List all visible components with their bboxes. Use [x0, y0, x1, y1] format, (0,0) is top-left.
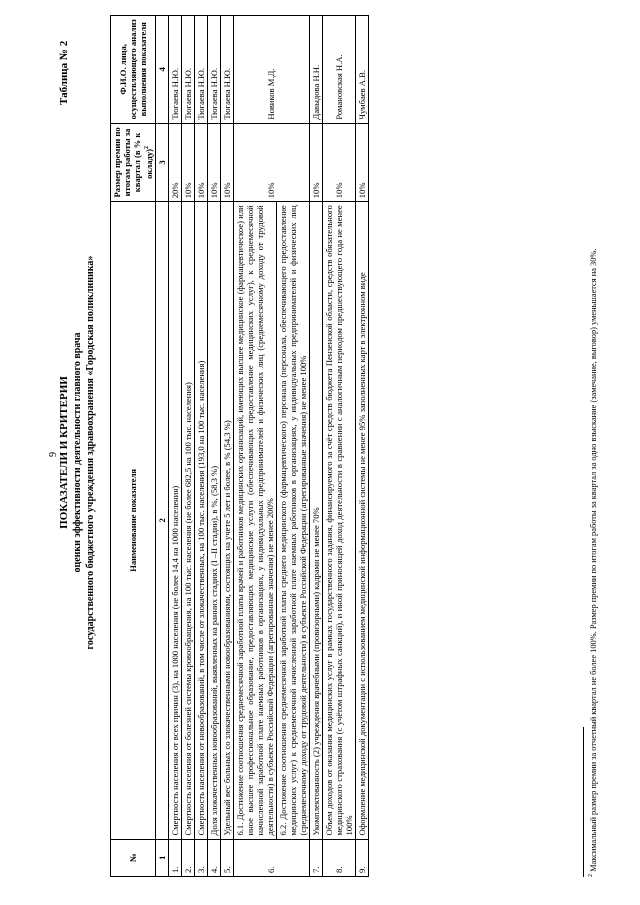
header-bonus-text: Размер премии по итогам работы за квартал (в % к окладу) — [112, 127, 154, 198]
criteria-table — [110, 15, 369, 877]
row-num: 8. — [322, 839, 355, 876]
row-bonus: 10% — [322, 123, 355, 202]
row-name: Объем доходов от оказания медицинских услуг в рамках государственного задания, финансируемого за счёт средств бюджета Пензенской области, средств обязательного медицинского страхования (с учётом штрафных санкций), и иной приносящей доход деятельности в сравнении с аналогичным периодом предшествующего года не менее 100% — [322, 202, 355, 839]
table-row — [309, 16, 322, 877]
table-row — [181, 16, 194, 877]
row-num: 5. — [220, 839, 233, 876]
row-num: 9. — [355, 839, 368, 876]
footnote-text: Максимальный размер премии за отчетный квартал не более 100%. Размер премии по итогам работы за квартал за одно взыскание (замечание, выговор) уменьшается на 30%. — [588, 248, 598, 872]
table-label: Таблица № 2 — [58, 40, 70, 105]
row-name-6-1: 6.1. Достижение соотношения среднемесячной заработной платы врачей и работников медицинских организаций, имеющих высшее медицинское (фармацевтическое) или иное высшее профессиональное образование, предоставляющих медицинские услуги (обеспечивающих предоставление медицинских услуг), к среднемесячной начисленной заработной плате наемных работников в организациях, у индивидуальных предпринимателей и физических лиц (среднемесячному доходу от трудовой деятельности) в субъекте Российской Федерации (агрегированные значения) не менее 200% — [233, 202, 276, 839]
index-cell: 3 — [155, 123, 168, 202]
row-person: Новиков М.Д. — [233, 16, 309, 124]
row-person: Тюгаева Н.Ю. — [181, 16, 194, 124]
row-name: Смертность населения от новообразований, в том числе от злокачественных, на 100 тыс. населения (193,0 на 100 тыс. населения) — [194, 202, 207, 839]
table-header-row — [111, 16, 156, 877]
footnote — [588, 249, 598, 877]
title-line-1: ПОКАЗАТЕЛИ И КРИТЕРИИ — [58, 376, 70, 529]
row-num: 3. — [194, 839, 207, 876]
footnote-mark: 2 — [588, 874, 594, 877]
row-person: Тюгаева Н.Ю. — [207, 16, 220, 124]
row-bonus: 10% — [309, 123, 322, 202]
index-cell: 4 — [155, 16, 168, 124]
row-bonus: 10% — [220, 123, 233, 202]
row-num: 1. — [168, 839, 181, 876]
title-line-2: оценки эффективности деятельности главного врача — [72, 332, 83, 573]
table-row — [207, 16, 220, 877]
row-name: Смертность населения от болезней системы кровообращения, на 100 тыс. населения (не более 682,5 на 100 тыс. населения) — [181, 202, 194, 839]
table-row — [322, 16, 355, 877]
table-row — [168, 16, 181, 877]
row-bonus: 10% — [194, 123, 207, 202]
row-bonus: 10% — [181, 123, 194, 202]
row-bonus: 10% — [233, 123, 309, 202]
title-line-3: государственного бюджетного учреждения здравоохранения «Городская поликлиника» — [85, 255, 96, 650]
table-row — [194, 16, 207, 877]
header-name: Наименование показателя — [111, 202, 156, 839]
document-title — [58, 80, 97, 825]
header-bonus-footnote-mark: 2 — [144, 146, 150, 149]
row-name: Оформление медицинской документации с использованием медицинской информационной системы не менее 95% заполненных карт в электронном виде — [355, 202, 368, 839]
table-row — [220, 16, 233, 877]
row-bonus: 20% — [168, 123, 181, 202]
header-person: Ф.И.О. лица, осуществляющего анализ выполнения показателя — [111, 16, 156, 124]
row-name: Укомплектованность (2) учреждения врачебными (провизорными) кадрами не менее 70% — [309, 202, 322, 839]
row-name-6-2: 6.2. Достижение соотношения среднемесячной заработной платы среднего медицинского (фармацевтического) персонала (персонала, обеспечивающего предоставление медицинских услуг) к среднемесячной начисленной заработной плате наемных работников в организациях, у индивидуальных предпринимателей и физических лиц (среднемесячному доходу от трудовой деятельности) в субъекте Российской Федерации (агрегированные значения) не менее 100% — [276, 202, 309, 839]
row-num: 6. — [233, 839, 309, 876]
row-name: Доля злокачественных новообразований, выявленных на ранних стадиях (I –II стадии), в %, (58,3 %) — [207, 202, 220, 839]
header-bonus — [111, 123, 156, 202]
row-name: Смертность населения от всех причин (3), на 1000 населения (не более 14,4 на 1000 населения) — [168, 202, 181, 839]
row-bonus: 10% — [207, 123, 220, 202]
index-cell: 2 — [155, 202, 168, 839]
header-num: № — [111, 839, 156, 876]
row-person: Давыдова Н.Н. — [309, 16, 322, 124]
row-bonus: 10% — [355, 123, 368, 202]
row-person: Тюгаева Н.Ю. — [194, 16, 207, 124]
row-num: 4. — [207, 839, 220, 876]
index-cell: 1 — [155, 839, 168, 876]
footnote-divider — [583, 727, 584, 877]
row-num: 2. — [181, 839, 194, 876]
page-number: 9 — [48, 452, 59, 457]
row-name: Удельный вес больных со злокачественными новообразованиями, состоящих на учете 5 лет и более, в % (54,3 %) — [220, 202, 233, 839]
table-row — [355, 16, 368, 877]
row-person: Чумбаев А.В. — [355, 16, 368, 124]
row-person: Тюгаева Н.Ю. — [168, 16, 181, 124]
row-person: Романовская Н.А. — [322, 16, 355, 124]
row-num: 7. — [309, 839, 322, 876]
row-person: Тюгаева Н.Ю. — [220, 16, 233, 124]
index-row — [155, 16, 168, 877]
table-row-6a — [233, 16, 276, 877]
